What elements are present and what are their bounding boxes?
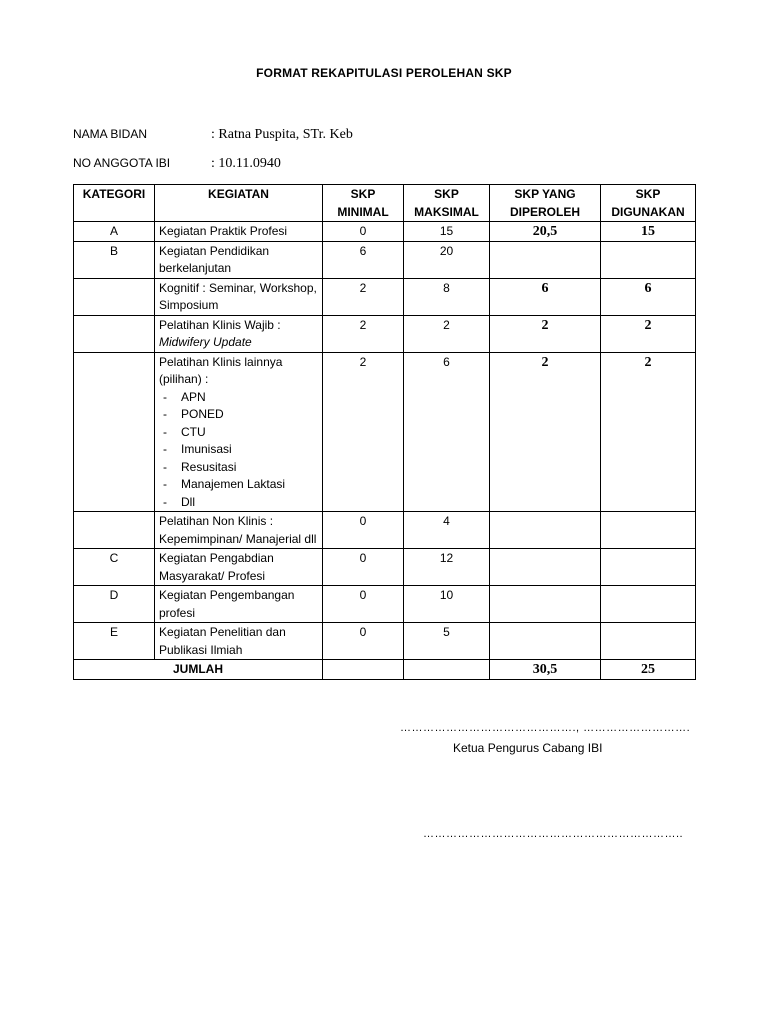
skp-minimal-cell: 0 <box>323 586 404 623</box>
nama-bidan-label: NAMA BIDAN <box>73 127 148 141</box>
skp-digunakan-cell <box>601 586 696 623</box>
skp-digunakan-cell <box>601 241 696 278</box>
skp-maksimal-cell: 8 <box>404 278 490 315</box>
skp-maksimal-cell: 10 <box>404 586 490 623</box>
skp-digunakan-cell: 15 <box>601 222 696 242</box>
header-kategori: KATEGORI <box>74 185 155 222</box>
kegiatan-text: Pelatihan Klinis lainnya (pilihan) : <box>159 354 283 386</box>
kegiatan-cell: Pelatihan Non Klinis : Kepemimpinan/ Manajerial dll <box>155 512 323 549</box>
header-skp-minimal: SKP MINIMAL <box>323 185 404 222</box>
skp-maksimal-cell: 12 <box>404 549 490 586</box>
skp-digunakan-cell <box>601 623 696 660</box>
skp-maksimal-cell: 20 <box>404 241 490 278</box>
list-item: - Imunisasi <box>163 441 318 459</box>
skp-table <box>73 184 696 680</box>
skp-minimal-cell: 0 <box>323 222 404 242</box>
table-row <box>74 586 696 623</box>
nama-bidan-row <box>73 127 353 143</box>
table-row <box>74 278 696 315</box>
skp-digunakan-cell: 2 <box>601 352 696 512</box>
skp-diperoleh-cell <box>490 549 601 586</box>
list-item: - Manajemen Laktasi <box>163 476 318 494</box>
skp-minimal-cell: 2 <box>323 352 404 512</box>
table-row <box>74 241 696 278</box>
kegiatan-cell: Kognitif : Seminar, Workshop, Simposium <box>155 278 323 315</box>
table-header-row <box>74 185 696 222</box>
kategori-cell <box>74 352 155 512</box>
total-digunakan-cell: 25 <box>601 660 696 680</box>
kategori-cell: D <box>74 586 155 623</box>
header-kegiatan: KEGIATAN <box>155 185 323 222</box>
list-item: - Resusitasi <box>163 459 318 477</box>
kategori-cell: C <box>74 549 155 586</box>
no-anggota-row <box>73 156 281 172</box>
kegiatan-cell: Kegiatan Pendidikan berkelanjutan <box>155 241 323 278</box>
document-title: FORMAT REKAPITULASI PEROLEHAN SKP <box>256 66 512 80</box>
skp-minimal-cell: 0 <box>323 512 404 549</box>
skp-digunakan-cell: 6 <box>601 278 696 315</box>
table-row <box>74 352 696 512</box>
kategori-cell <box>74 278 155 315</box>
total-maksimal-cell <box>404 660 490 680</box>
total-diperoleh-cell: 30,5 <box>490 660 601 680</box>
pelatihan-list <box>159 389 318 512</box>
skp-minimal-cell: 2 <box>323 278 404 315</box>
kategori-cell: B <box>74 241 155 278</box>
total-minimal-cell <box>323 660 404 680</box>
skp-minimal-cell: 6 <box>323 241 404 278</box>
skp-minimal-cell: 0 <box>323 549 404 586</box>
kegiatan-cell <box>155 352 323 512</box>
jumlah-label: JUMLAH <box>74 660 323 680</box>
skp-diperoleh-cell: 2 <box>490 315 601 352</box>
kategori-cell <box>74 315 155 352</box>
skp-minimal-cell: 2 <box>323 315 404 352</box>
signatory-name-line: ………………………………………………………….. <box>423 828 684 840</box>
kegiatan-cell: Kegiatan Penelitian dan Publikasi Ilmiah <box>155 623 323 660</box>
total-row <box>74 660 696 680</box>
signatory-role: Ketua Pengurus Cabang IBI <box>453 741 603 755</box>
kegiatan-text: Pelatihan Klinis Wajib : <box>159 317 281 332</box>
kegiatan-cell <box>155 315 323 352</box>
skp-maksimal-cell: 6 <box>404 352 490 512</box>
skp-digunakan-cell <box>601 549 696 586</box>
skp-diperoleh-cell: 6 <box>490 278 601 315</box>
table-row <box>74 315 696 352</box>
kategori-cell: E <box>74 623 155 660</box>
header-skp-diperoleh: SKP YANG DIPEROLEH <box>490 185 601 222</box>
no-anggota-label: NO ANGGOTA IBI <box>73 156 171 170</box>
skp-diperoleh-cell <box>490 586 601 623</box>
skp-diperoleh-cell <box>490 512 601 549</box>
skp-diperoleh-cell: 2 <box>490 352 601 512</box>
table-row <box>74 549 696 586</box>
table-row <box>74 512 696 549</box>
skp-diperoleh-cell: 20,5 <box>490 222 601 242</box>
place-date-line: ………………………………………., ………………………. <box>400 722 691 734</box>
header-skp-digunakan: SKP DIGUNAKAN <box>601 185 696 222</box>
skp-diperoleh-cell <box>490 241 601 278</box>
kategori-cell: A <box>74 222 155 242</box>
kegiatan-cell: Kegiatan Praktik Profesi <box>155 222 323 242</box>
skp-maksimal-cell: 4 <box>404 512 490 549</box>
kegiatan-italic-text: Midwifery Update <box>159 335 252 349</box>
skp-digunakan-cell: 2 <box>601 315 696 352</box>
nama-bidan-value: : Ratna Puspita, STr. Keb <box>211 127 353 142</box>
skp-diperoleh-cell <box>490 623 601 660</box>
no-anggota-value: : 10.11.0940 <box>211 156 281 171</box>
table-row <box>74 222 696 242</box>
list-item: - Dll <box>163 494 318 512</box>
kategori-cell <box>74 512 155 549</box>
kegiatan-cell: Kegiatan Pengembangan profesi <box>155 586 323 623</box>
kegiatan-cell: Kegiatan Pengabdian Masyarakat/ Profesi <box>155 549 323 586</box>
list-item: - APN <box>163 389 318 407</box>
list-item: - CTU <box>163 424 318 442</box>
skp-minimal-cell: 0 <box>323 623 404 660</box>
skp-digunakan-cell <box>601 512 696 549</box>
list-item: - PONED <box>163 406 318 424</box>
skp-maksimal-cell: 5 <box>404 623 490 660</box>
header-skp-maksimal: SKP MAKSIMAL <box>404 185 490 222</box>
skp-maksimal-cell: 15 <box>404 222 490 242</box>
skp-maksimal-cell: 2 <box>404 315 490 352</box>
table-row <box>74 623 696 660</box>
